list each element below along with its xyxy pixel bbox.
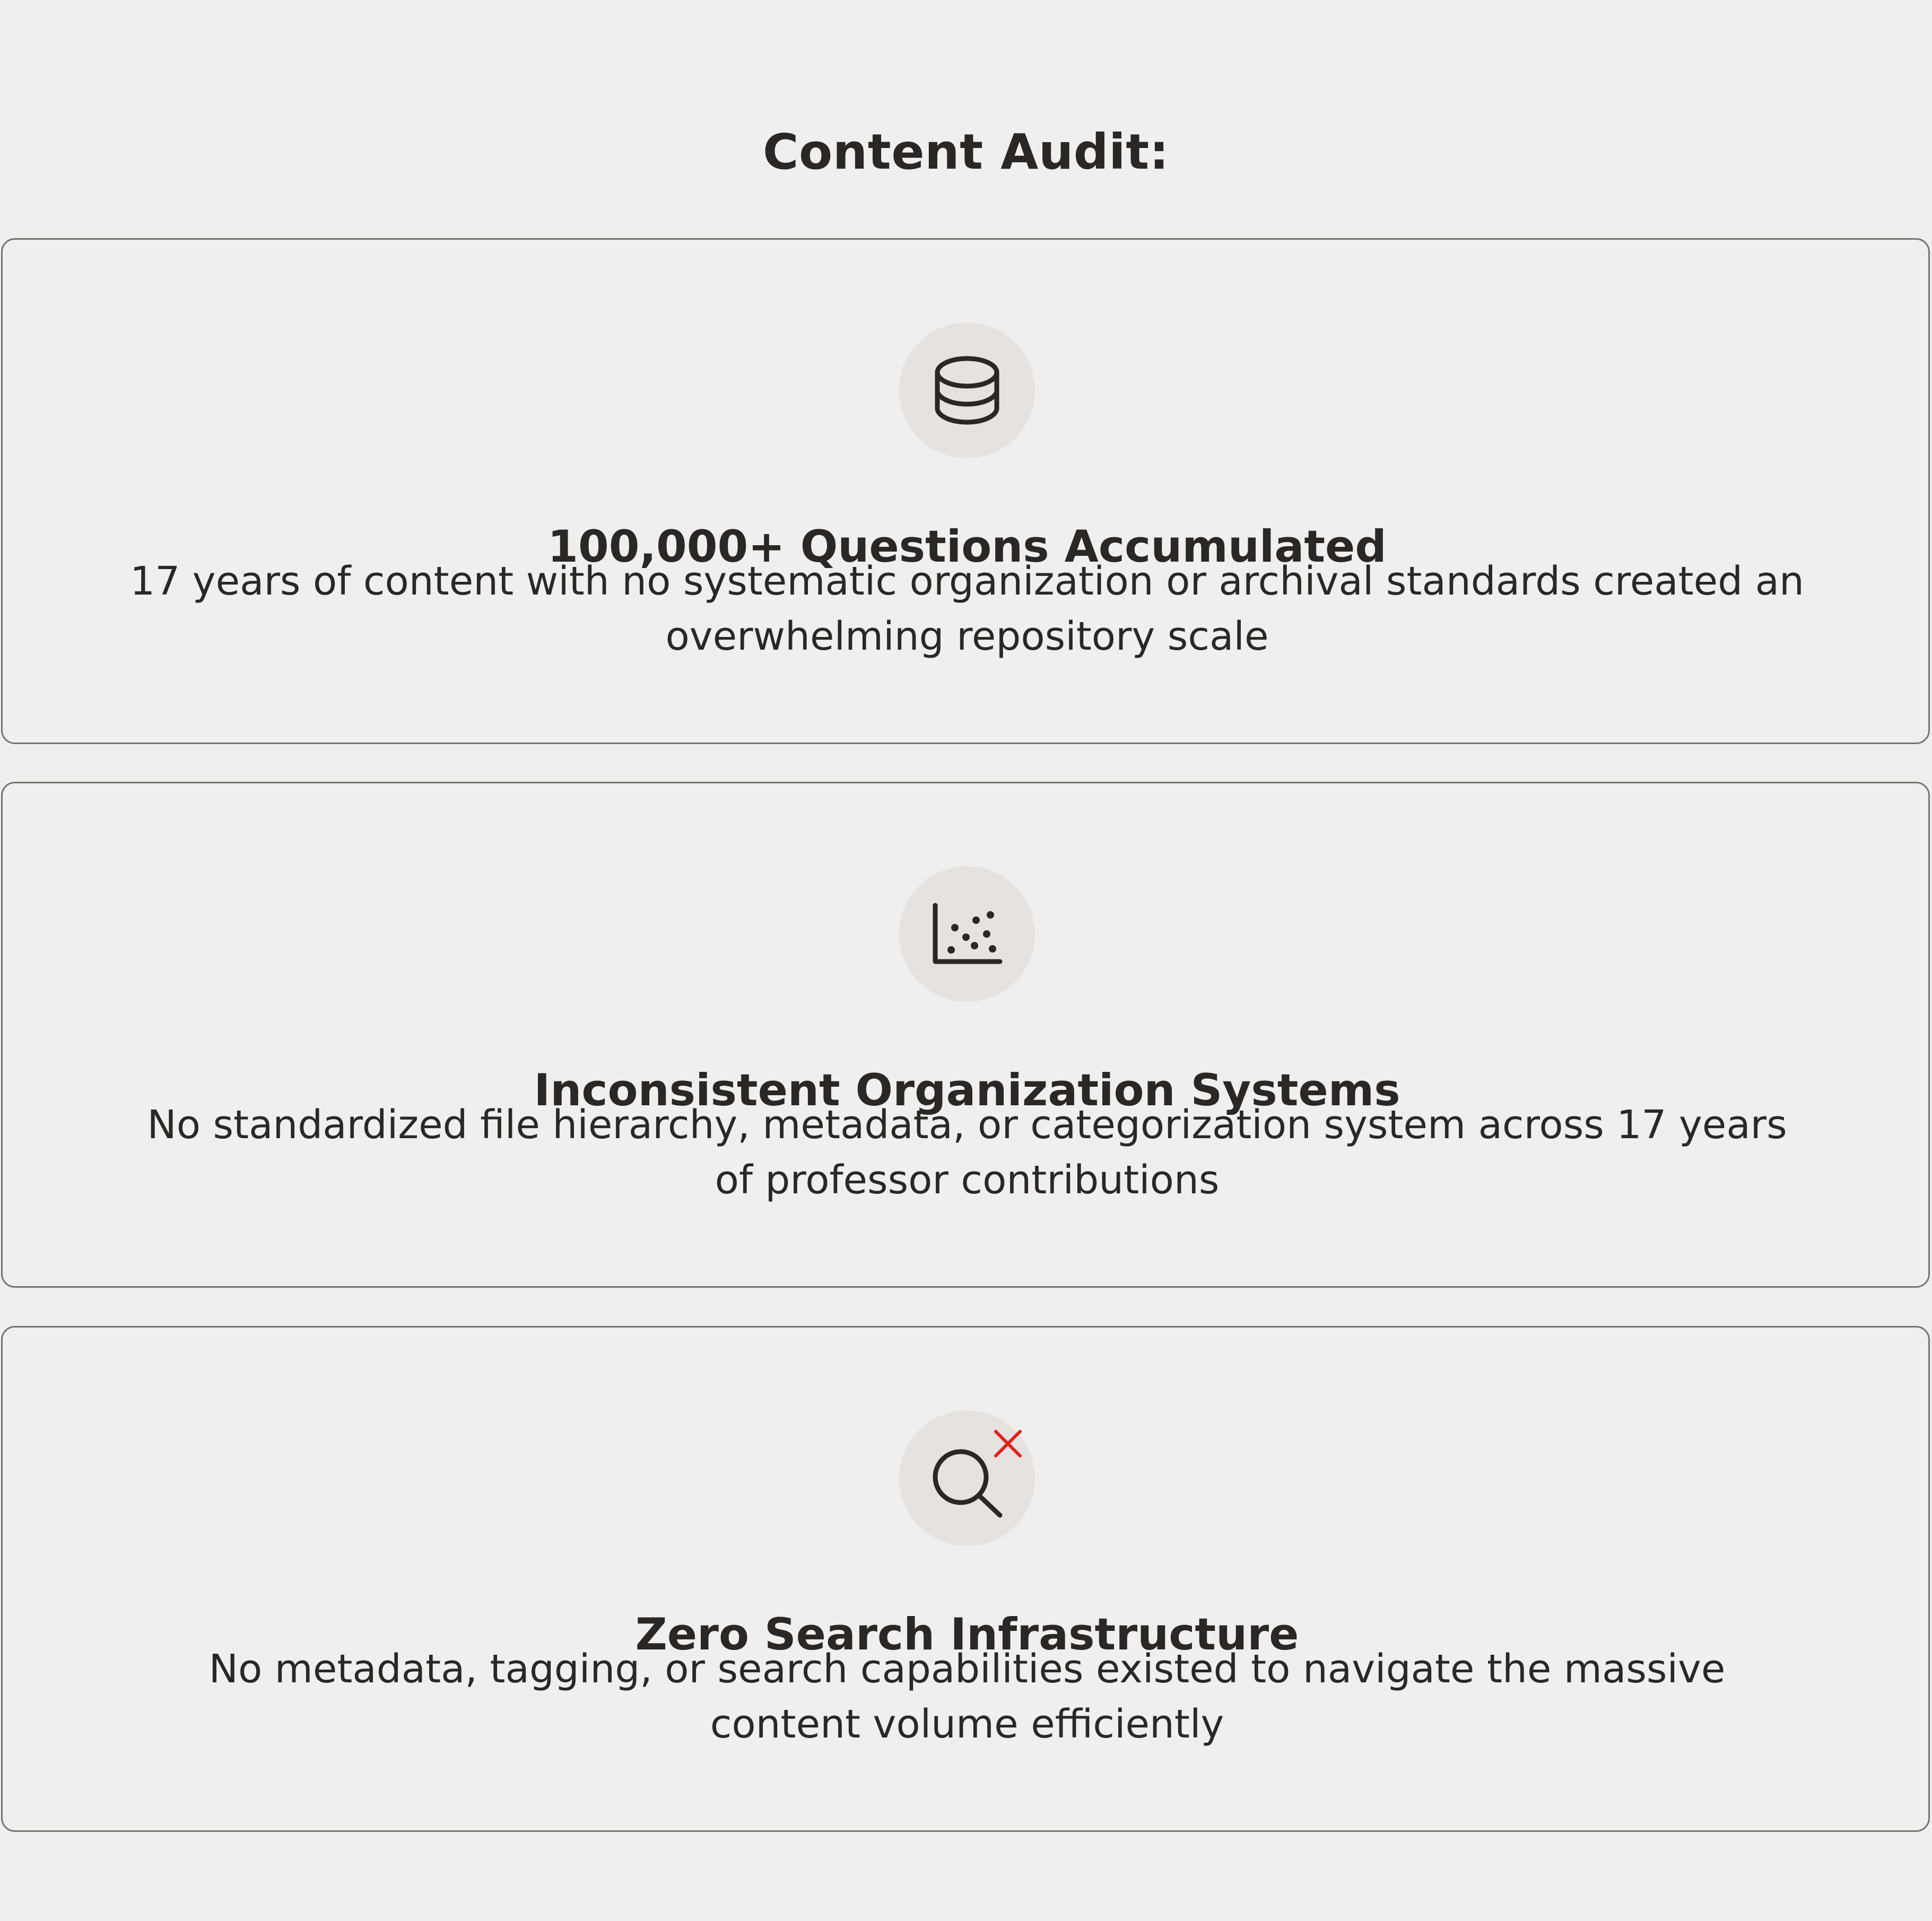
- audit-card-organization: [1, 782, 1930, 1288]
- icon-badge: [899, 322, 1035, 458]
- database-icon: [899, 322, 1035, 458]
- search-off-icon: [899, 1410, 1035, 1546]
- card-description: No metadata, tagging, or search capabilities existed to navigate the massive content volume efficiently: [208, 1646, 1726, 1747]
- icon-badge: [899, 1410, 1035, 1546]
- audit-card-search: [1, 1326, 1930, 1832]
- card-description: 17 years of content with no systematic organization or archival standards created an overwhelming repository scale: [130, 558, 1804, 659]
- card-title: 100,000+ Questions Accumulated: [547, 520, 1387, 572]
- icon-badge: [899, 866, 1035, 1002]
- page-title: Content Audit:: [763, 123, 1169, 180]
- card-description: No standardized file hierarchy, metadata, or categorization system across 17 years of professor contributions: [147, 1102, 1787, 1203]
- scatter-chart-icon: [899, 866, 1035, 1002]
- card-title: Zero Search Infrastructure: [635, 1608, 1299, 1660]
- card-title: Inconsistent Organization Systems: [534, 1064, 1400, 1116]
- audit-card-questions: [1, 238, 1930, 744]
